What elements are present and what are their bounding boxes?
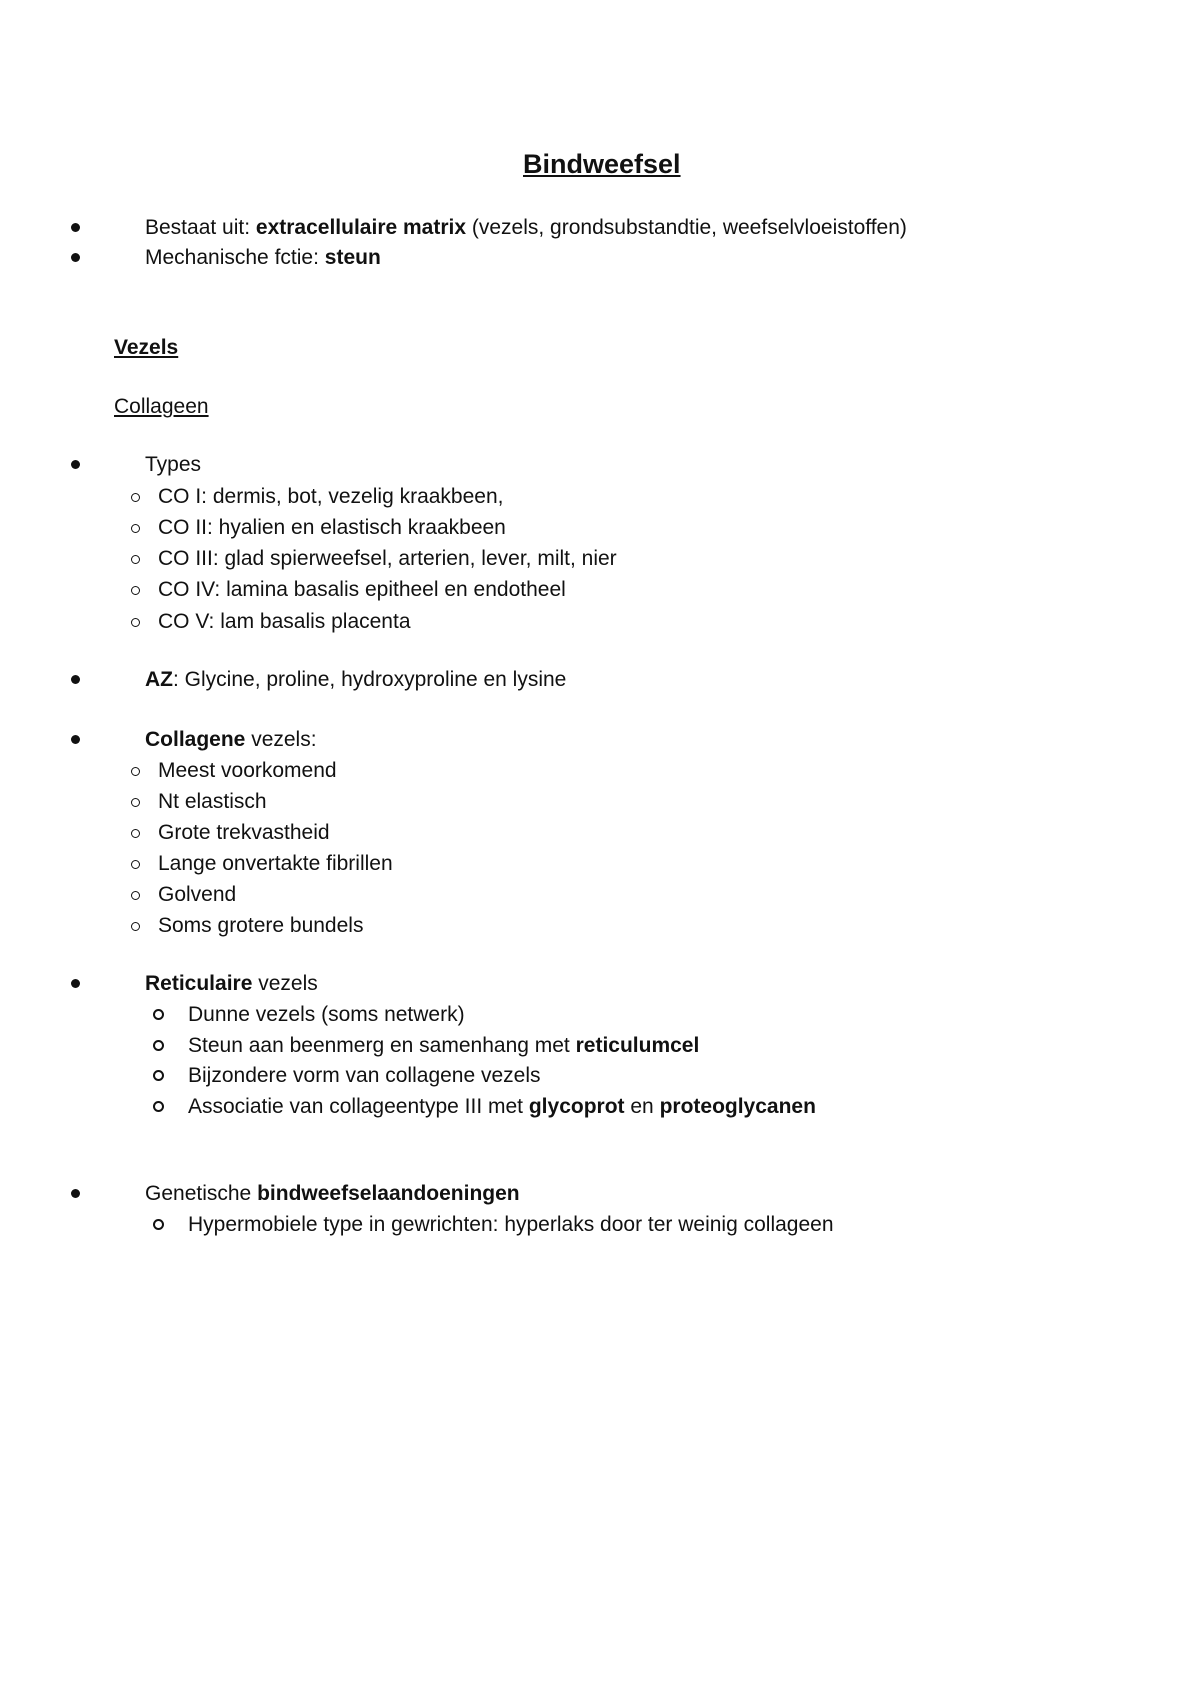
sub-bullet-ring	[131, 922, 140, 931]
list-item: Meest voorkomend	[158, 759, 337, 782]
sub-bullet-ring	[131, 860, 140, 869]
bullet-dot	[71, 675, 80, 684]
reticulaire-label: Reticulaire vezels	[145, 972, 318, 995]
sub-bullet-ring	[131, 555, 140, 564]
list-item: Nt elastisch	[158, 790, 267, 813]
list-item: Grote trekvastheid	[158, 821, 330, 844]
list-item: Hypermobiele type in gewrichten: hyperlaks door ter weinig collageen	[188, 1213, 834, 1236]
sub-bullet-ring	[131, 829, 140, 838]
sub-bullet-ring	[131, 618, 140, 627]
sub-bullet-ring	[131, 493, 140, 502]
types-label: Types	[145, 453, 202, 476]
bullet-dot	[71, 979, 80, 988]
intro-line-1: Bestaat uit: extracellulaire matrix (vezels, grondsubstandtie, weefselvloeistoffen)	[145, 216, 907, 239]
sub-bullet-ring	[153, 1101, 164, 1112]
list-item: Dunne vezels (soms netwerk)	[188, 1003, 465, 1026]
section-heading-collageen: Collageen	[114, 395, 209, 418]
sub-bullet-ring	[153, 1040, 164, 1051]
list-item: CO IV: lamina basalis epitheel en endotheel	[158, 578, 566, 601]
list-item: CO III: glad spierweefsel, arterien, lever, milt, nier	[158, 547, 617, 570]
sub-bullet-ring	[153, 1219, 164, 1230]
az-line: AZ: Glycine, proline, hydroxyproline en lysine	[145, 668, 567, 691]
sub-bullet-ring	[131, 586, 140, 595]
bullet-dot	[71, 735, 80, 744]
sub-bullet-ring	[131, 767, 140, 776]
intro-line-2: Mechanische fctie: steun	[145, 246, 381, 269]
sub-bullet-ring	[131, 798, 140, 807]
bullet-dot	[71, 223, 80, 232]
list-item: Lange onvertakte fibrillen	[158, 852, 393, 875]
list-item: Associatie van collageentype III met glycoprot en proteoglycanen	[188, 1095, 816, 1118]
list-item: CO V: lam basalis placenta	[158, 610, 411, 633]
list-item: Steun aan beenmerg en samenhang met reticulumcel	[188, 1034, 700, 1057]
sub-bullet-ring	[131, 891, 140, 900]
list-item: Soms grotere bundels	[158, 914, 364, 937]
bullet-dot	[71, 253, 80, 262]
page-title: Bindweefsel	[523, 149, 681, 179]
bullet-dot	[71, 1189, 80, 1198]
genetisch-label: Genetische bindweefselaandoeningen	[145, 1182, 520, 1205]
list-item: CO II: hyalien en elastisch kraakbeen	[158, 516, 506, 539]
list-item: CO I: dermis, bot, vezelig kraakbeen,	[158, 485, 504, 508]
bullet-dot	[71, 460, 80, 469]
sub-bullet-ring	[153, 1070, 164, 1081]
collagene-label: Collagene vezels:	[145, 728, 317, 751]
section-heading-vezels: Vezels	[114, 336, 179, 359]
sub-bullet-ring	[153, 1009, 164, 1020]
list-item: Bijzondere vorm van collagene vezels	[188, 1064, 541, 1087]
sub-bullet-ring	[131, 524, 140, 533]
list-item: Golvend	[158, 883, 237, 906]
